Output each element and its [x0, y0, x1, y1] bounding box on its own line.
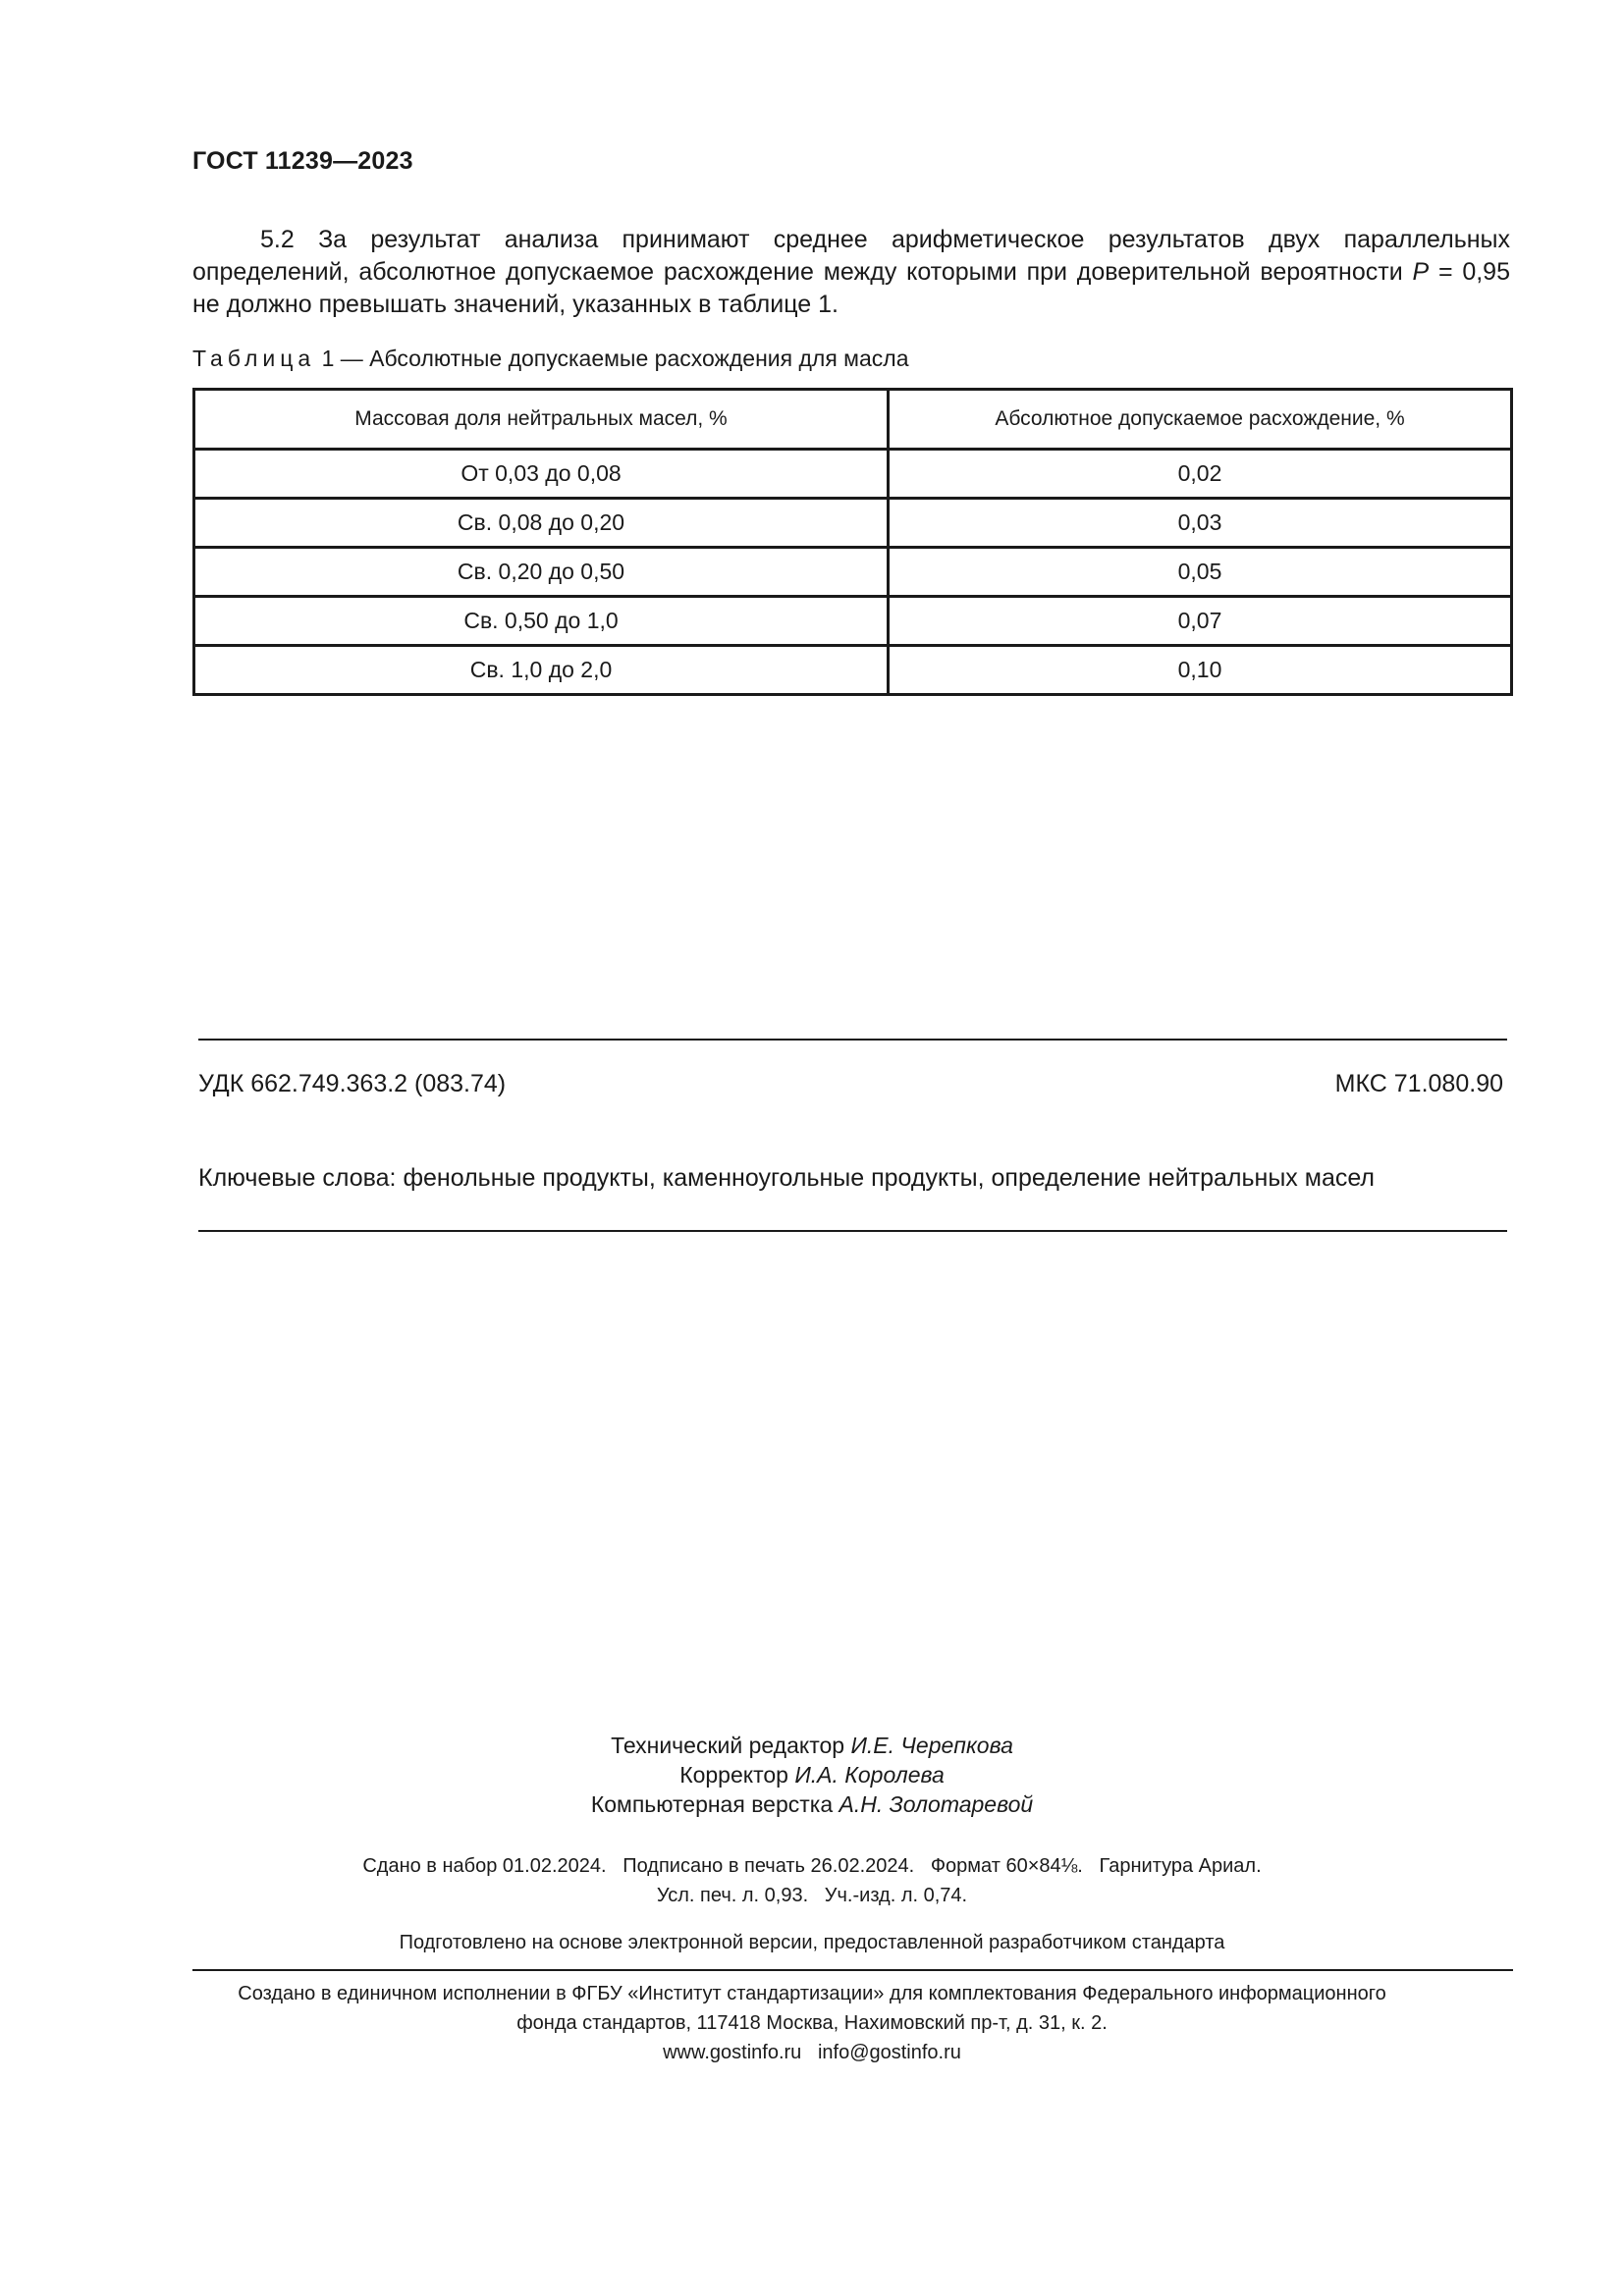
table-cell-range: Св. 0,50 до 1,0	[194, 597, 889, 646]
table-row	[194, 597, 1512, 646]
clause-number: 5.2	[260, 226, 295, 253]
probability-symbol: P	[1412, 258, 1430, 286]
table-row	[194, 450, 1512, 499]
imprint-line-1: Создано в единичном исполнении в ФГБУ «Институт стандартизации» для комплектования Федерального информационного	[238, 1983, 1386, 2004]
tech-editor-name: И.Е. Черепкова	[850, 1733, 1013, 1758]
publication-info	[0, 1851, 1624, 1910]
table-cell-value: 0,03	[889, 499, 1512, 548]
mks-code: МКС 71.080.90	[1334, 1070, 1503, 1097]
layout-name: А.Н. Золотаревой	[839, 1791, 1034, 1817]
column-header-mass-fraction: Массовая доля нейтральных масел, %	[194, 390, 889, 450]
table-cell-range: Св. 1,0 до 2,0	[194, 646, 889, 695]
corrector-name: И.А. Королева	[794, 1762, 945, 1788]
credits-block	[0, 1731, 1624, 1819]
clause-text-after: = 0,95 не должно превышать значений, указанных в таблице 1.	[192, 258, 1510, 318]
table-cell-range: Св. 0,20 до 0,50	[194, 548, 889, 597]
clause-text-before: За результат анализа принимают среднее арифметическое результатов двух параллельных определений, абсолютное допускаемое расхождение между которыми при доверительной вероятности	[192, 226, 1510, 286]
column-header-discrepancy: Абсолютное допускаемое расхождение, %	[889, 390, 1512, 450]
classification-top-divider	[198, 1039, 1507, 1041]
credit-tech-editor: Технический редактор И.Е. Черепкова	[611, 1733, 1013, 1758]
prepared-note: Подготовлено на основе электронной версии, предоставленной разработчиком стандарта	[399, 1932, 1225, 1953]
table-row	[194, 499, 1512, 548]
document-header: ГОСТ 11239—2023	[192, 147, 413, 175]
publication-line-1: Сдано в набор 01.02.2024. Подписано в печать 26.02.2024. Формат 60×84⅛. Гарнитура Ариал.	[362, 1855, 1262, 1877]
imprint-block	[0, 1979, 1624, 2067]
classification-bottom-divider	[198, 1230, 1507, 1232]
credit-layout: Компьютерная верстка А.Н. Золотаревой	[590, 1791, 1034, 1817]
credit-corrector: Корректор И.А. Королева	[679, 1762, 945, 1788]
table-cell-value: 0,05	[889, 548, 1512, 597]
table-caption	[192, 346, 909, 372]
table-cell-range: Св. 0,08 до 0,20	[194, 499, 889, 548]
table-cell-value: 0,07	[889, 597, 1512, 646]
table-caption-text: 1 — Абсолютные допускаемые расхождения для масла	[315, 346, 909, 371]
table-caption-word: Таблица	[192, 346, 316, 371]
table-cell-range: От 0,03 до 0,08	[194, 450, 889, 499]
discrepancy-table	[192, 388, 1513, 696]
table-cell-value: 0,10	[889, 646, 1512, 695]
imprint-contacts: www.gostinfo.ru info@gostinfo.ru	[663, 2042, 961, 2063]
clause-5-2	[192, 224, 1510, 321]
imprint-divider	[192, 1969, 1513, 1971]
publication-line-2: Усл. печ. л. 0,93. Уч.-изд. л. 0,74.	[656, 1885, 968, 1906]
imprint-line-2: фонда стандартов, 117418 Москва, Нахимовский пр-т, д. 31, к. 2.	[516, 2012, 1108, 2034]
table-row	[194, 548, 1512, 597]
table-cell-value: 0,02	[889, 450, 1512, 499]
table-header-row	[194, 390, 1512, 450]
udk-code: УДК 662.749.363.2 (083.74)	[198, 1070, 507, 1097]
table-row	[194, 646, 1512, 695]
keywords: Ключевые слова: фенольные продукты, каменноугольные продукты, определение нейтральных масел	[198, 1164, 1376, 1192]
